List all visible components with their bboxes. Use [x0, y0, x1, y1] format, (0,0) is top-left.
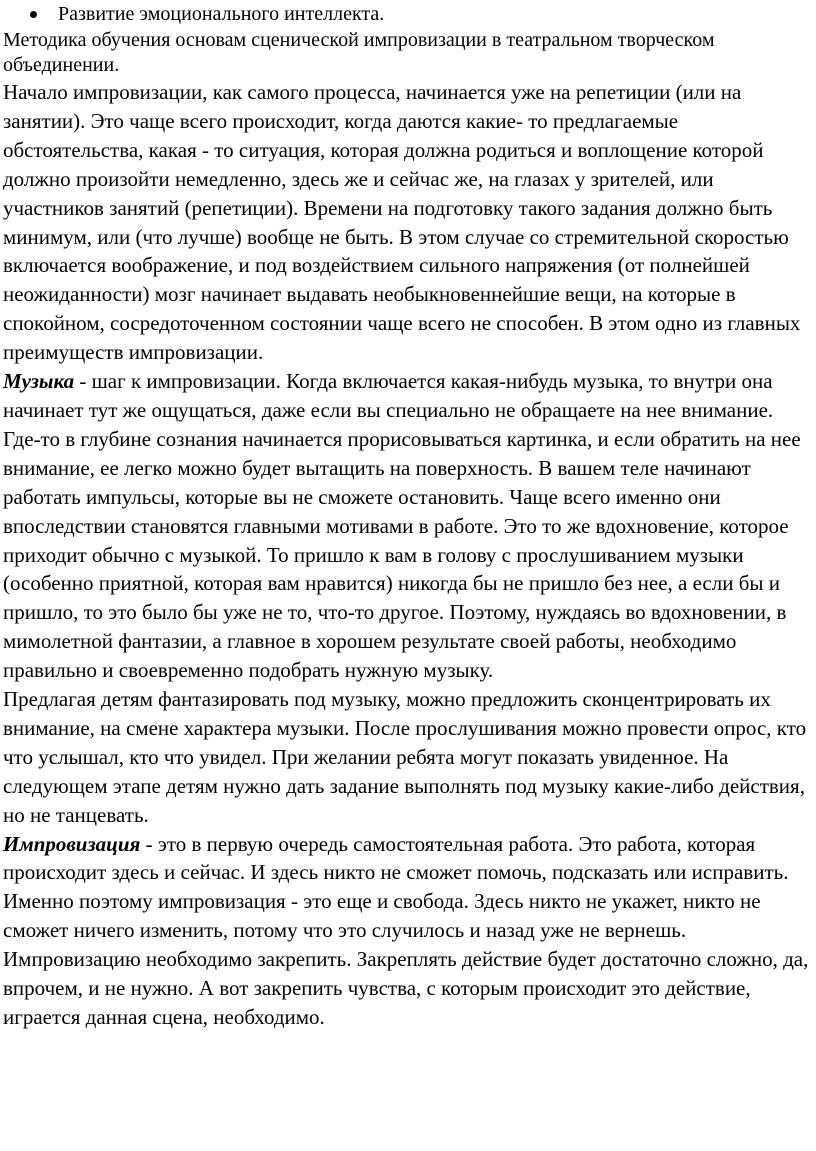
paragraph-improvisation-definition	[3, 830, 813, 888]
paragraph-music	[3, 367, 813, 685]
term-music: Музыка	[3, 369, 75, 394]
paragraph-improvisation-start: Начало импровизации, как самого процесса, начинается уже на репетиции (или на занятии). Это чаще всего происходит, когда даются какие- то предлагаемые обстоятельства, какая - то ситуация, которая должна родиться и воплощение которой должно произойти немедленно, здесь же и сейчас же, на глазах у зрителей, или участников занятий (репетиции). Времени на подготовку такого задания должно быть минимум, или (что лучше) вообще не быть. В этом случае со стремительной скоростью включается воображение, и под воздействием сильного напряжения (от полнейшей неожиданности) мозг начинает выдавать необыкновеннейшие вещи, на которые в спокойном, сосредоточенном состоянии чаще всего не способен. В этом одно из главных преимуществ импровизации.	[3, 80, 801, 365]
paragraph-freedom: Именно поэтому импровизация - это еще и свобода. Здесь никто не укажет, никто не сможет ничего изменить, потому что это случилось и назад уже не вернешь. Импровизацию необходимо закрепить. Закреплять действие будет достаточно сложно, да, впрочем, и не нужно. А вот закрепить чувства, с которым происходит это действие, играется данная сцена, необходимо.	[3, 889, 809, 1029]
paragraph-improvisation-body: - это в первую очередь самостоятельная работа. Это работа, которая происходит здесь и сейчас. И здесь никто не сможет помочь, подсказать или исправить.	[3, 831, 789, 885]
paragraph-children-music: Предлагая детям фантазировать под музыку, можно предложить сконцентрировать их внимание, на смене характера музыки. После прослушивания можно провести опрос, кто что услышал, кто что увидел. При желании ребята могут показать увиденное. На следующем этапе детям нужно дать задание выполнять под музыку какие-либо действия, но не танцевать.	[3, 687, 807, 827]
bullet-item-text: Развитие эмоционального интеллекта.	[58, 3, 385, 25]
section-title: Методика обучения основам сценической импровизации в театральном творческом объединении.	[3, 29, 715, 76]
bullet-list-item	[3, 2, 813, 28]
term-improvisation: Импровизация	[3, 831, 141, 856]
paragraph-music-body: - шаг к импровизации. Когда включается какая-нибудь музыка, то внутри она начинает тут же ощущаться, даже если вы специально не обращаете на нее внимание. Где-то в глубине сознания начинается прорисовываться картинка, и если обратить на нее внимание, ее легко можно будет вытащить на поверхность. В вашем теле начинают работать импульсы, которые вы не сможете остановить. Чаще всего именно они впоследствии становятся главными мотивами в работе. Это то же вдохновение, которое приходит обычно с музыкой. То пришло к вам в голову с прослушиванием музыки (особенно приятной, которая вам нравится) никогда бы не пришло без нее, а если бы и пришло, то это было бы уже не то, что-то другое. Поэтому, нуждаясь во вдохновении, в мимолетной фантазии, а главное в хорошем результате своей работы, необходимо правильно и своевременно подобрать нужную музыку.	[3, 369, 801, 683]
bullet-dot-icon	[30, 11, 37, 18]
